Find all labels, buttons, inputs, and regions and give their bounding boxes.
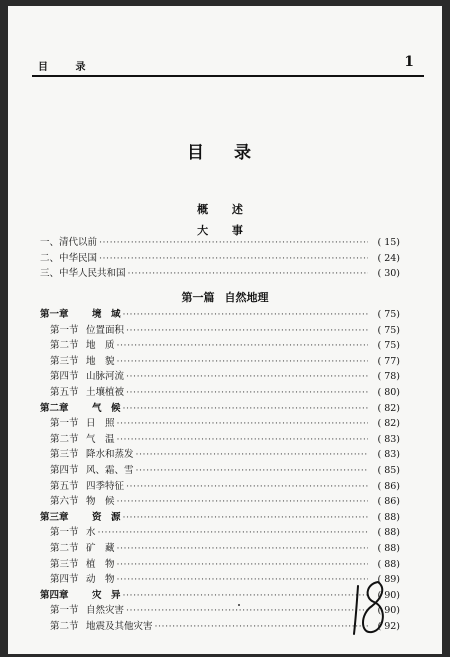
toc-page-ref: ( 85)	[377, 464, 400, 476]
section-number: 第五节	[50, 386, 79, 398]
toc-entry	[40, 525, 400, 541]
toc-entry	[40, 307, 400, 323]
toc-entry	[40, 494, 400, 510]
toc-entry	[40, 338, 400, 354]
leader-dots	[123, 588, 368, 604]
overview-heading: 概 述	[197, 203, 253, 216]
toc-entry-label	[40, 510, 121, 526]
toc-page-ref: ( 82)	[377, 402, 400, 414]
toc-page-ref: ( 75)	[377, 324, 400, 336]
leader-dots	[99, 251, 368, 267]
toc-entry	[40, 619, 400, 635]
toc-page-ref: ( 30)	[377, 268, 400, 280]
leader-dots	[98, 525, 368, 541]
toc-page-ref: ( 15)	[377, 237, 400, 248]
part-name: 自然地理	[224, 291, 269, 304]
chapter-title: 灾 异	[92, 589, 121, 601]
leader-dots	[136, 463, 368, 479]
section-number: 第三节	[50, 449, 79, 461]
section-title: 日 照	[86, 418, 115, 430]
toc-entry	[40, 251, 400, 267]
leader-dots	[123, 510, 368, 526]
toc-page-ref: ( 86)	[377, 480, 400, 492]
toc-page-ref: ( 24)	[377, 252, 400, 264]
section-number: 第五节	[50, 480, 79, 492]
toc-page-ref: ( 82)	[377, 418, 400, 430]
page-title: 目 录	[187, 143, 263, 163]
section-number: 第二节	[50, 620, 79, 632]
toc-entry-label	[40, 323, 124, 339]
leader-dots	[117, 432, 368, 448]
events-toc	[40, 235, 400, 282]
chapter-title: 资 源	[92, 511, 121, 523]
header-rule	[32, 75, 424, 77]
toc-entry-label	[40, 541, 115, 557]
section-title: 山脉河流	[86, 371, 125, 383]
chapter-title: 气 候	[92, 402, 121, 414]
toc-page-ref: ( 88)	[377, 511, 400, 523]
paper-speck	[238, 604, 240, 606]
toc-page-ref: ( 77)	[377, 355, 400, 367]
section-number: 第二节	[50, 433, 79, 445]
running-header-title: 目 录	[38, 62, 98, 73]
section-number: 第四节	[50, 464, 79, 476]
chapter-number: 第一章	[40, 309, 69, 320]
toc-entry	[40, 510, 400, 526]
toc-page-ref: ( 89)	[377, 574, 400, 586]
section-title: 降水和蒸发	[86, 449, 134, 461]
chapter-number: 第二章	[40, 402, 69, 414]
toc-page-ref: ( 75)	[377, 340, 400, 352]
leader-dots	[117, 338, 368, 354]
toc-page-ref: ( 83)	[377, 433, 400, 445]
leader-dots	[126, 479, 368, 495]
section-number: 第一节	[50, 418, 79, 430]
events-heading: 大 事	[197, 224, 253, 237]
toc-entry	[40, 416, 400, 432]
toc-page-ref: ( 92)	[377, 620, 400, 632]
toc-page-ref: ( 88)	[377, 558, 400, 570]
toc-page-ref: ( 90)	[377, 605, 400, 617]
leader-dots	[117, 494, 368, 510]
toc-page-ref: ( 78)	[377, 371, 400, 383]
toc-entry	[40, 323, 400, 339]
leader-dots	[117, 541, 368, 557]
toc-entry-label	[40, 235, 97, 251]
leader-dots	[117, 557, 368, 573]
toc-entry-label	[40, 619, 153, 635]
section-title: 地震及其他灾害	[86, 620, 153, 632]
leader-dots	[128, 266, 368, 282]
section-title: 地 质	[86, 340, 115, 352]
leader-dots	[126, 369, 368, 385]
toc-entry-label	[40, 603, 124, 619]
toc-entry-label	[40, 401, 121, 417]
toc-entry	[40, 266, 400, 282]
toc-entry	[40, 603, 400, 619]
toc-entry	[40, 354, 400, 370]
leader-dots	[117, 416, 368, 432]
section-title: 土壤植被	[86, 386, 125, 398]
section-number: 第六节	[50, 496, 79, 508]
section-title: 地 貌	[86, 355, 115, 367]
section-title: 水	[86, 527, 96, 539]
toc-entry-label	[40, 572, 115, 588]
section-title: 四季特征	[86, 480, 125, 492]
toc-entry	[40, 235, 400, 251]
toc-entry-label	[40, 416, 115, 432]
toc-entry-label	[40, 588, 121, 604]
chapter-number: 第三章	[40, 511, 69, 523]
toc-entry-label	[40, 557, 115, 573]
part-number: 第一篇	[181, 291, 215, 304]
entry-title: 一、清代以前	[40, 237, 98, 248]
toc-entry-label	[40, 354, 115, 370]
section-number: 第二节	[50, 542, 79, 554]
toc-page-ref: ( 75)	[377, 309, 400, 320]
toc-page-ref: ( 90)	[377, 589, 400, 601]
toc-entry-label	[40, 463, 134, 479]
section-title: 自然灾害	[86, 605, 125, 617]
toc-entry	[40, 588, 400, 604]
handwritten-page-mark	[348, 578, 392, 638]
section-number: 第二节	[50, 340, 79, 352]
toc-page-ref: ( 88)	[377, 542, 400, 554]
leader-dots	[136, 447, 368, 463]
leader-dots	[155, 619, 368, 635]
toc-page-ref: ( 80)	[377, 386, 400, 398]
section-title: 植 物	[86, 558, 115, 570]
section-number: 第四节	[50, 574, 79, 586]
toc-entry	[40, 463, 400, 479]
toc-entry	[40, 369, 400, 385]
toc-entry-label	[40, 338, 115, 354]
toc-entry-label	[40, 494, 115, 510]
toc-entry-label	[40, 369, 124, 385]
section-number: 第一节	[50, 527, 79, 539]
toc-entry	[40, 432, 400, 448]
chapter-toc	[40, 307, 400, 634]
entry-title: 三、中华人民共和国	[40, 268, 126, 280]
toc-entry	[40, 572, 400, 588]
toc-entry	[40, 557, 400, 573]
chapter-title: 境 域	[92, 309, 121, 320]
toc-page-ref: ( 86)	[377, 496, 400, 508]
toc-entry	[40, 401, 400, 417]
section-title: 位置面积	[86, 324, 125, 336]
section-title: 动 物	[86, 574, 115, 586]
section-number: 第三节	[50, 558, 79, 570]
toc-entry-label	[40, 266, 126, 282]
section-title: 物 候	[86, 496, 115, 508]
toc-entry	[40, 541, 400, 557]
leader-dots	[126, 385, 368, 401]
section-title: 风、霜、雪	[86, 464, 134, 476]
toc-page-ref: ( 83)	[377, 449, 400, 461]
toc-entry-label	[40, 385, 124, 401]
toc-entry	[40, 385, 400, 401]
section-number: 第一节	[50, 324, 79, 336]
section-number: 第三节	[50, 355, 79, 367]
section-title: 矿 藏	[86, 542, 115, 554]
section-number: 第四节	[50, 371, 79, 383]
leader-dots	[117, 572, 368, 588]
toc-page-ref: ( 88)	[377, 527, 400, 539]
chapter-number: 第四章	[40, 589, 69, 601]
document-page	[8, 6, 442, 654]
section-number: 第一节	[50, 605, 79, 617]
toc-entry-label	[40, 432, 115, 448]
toc-entry	[40, 479, 400, 495]
part-heading	[8, 289, 442, 305]
toc-entry-label	[40, 251, 97, 267]
entry-title: 二、中华民国	[40, 252, 98, 264]
leader-dots	[123, 307, 368, 323]
leader-dots	[99, 235, 368, 251]
toc-entry-label	[40, 447, 134, 463]
toc-entry-label	[40, 525, 96, 541]
leader-dots	[126, 323, 368, 339]
toc-entry-label	[40, 307, 121, 323]
toc-entry-label	[40, 479, 124, 495]
running-header-page-number: 1	[404, 54, 414, 70]
toc-entry	[40, 447, 400, 463]
section-title: 气 温	[86, 433, 115, 445]
leader-dots	[117, 354, 368, 370]
leader-dots	[123, 401, 368, 417]
leader-dots	[126, 603, 368, 619]
